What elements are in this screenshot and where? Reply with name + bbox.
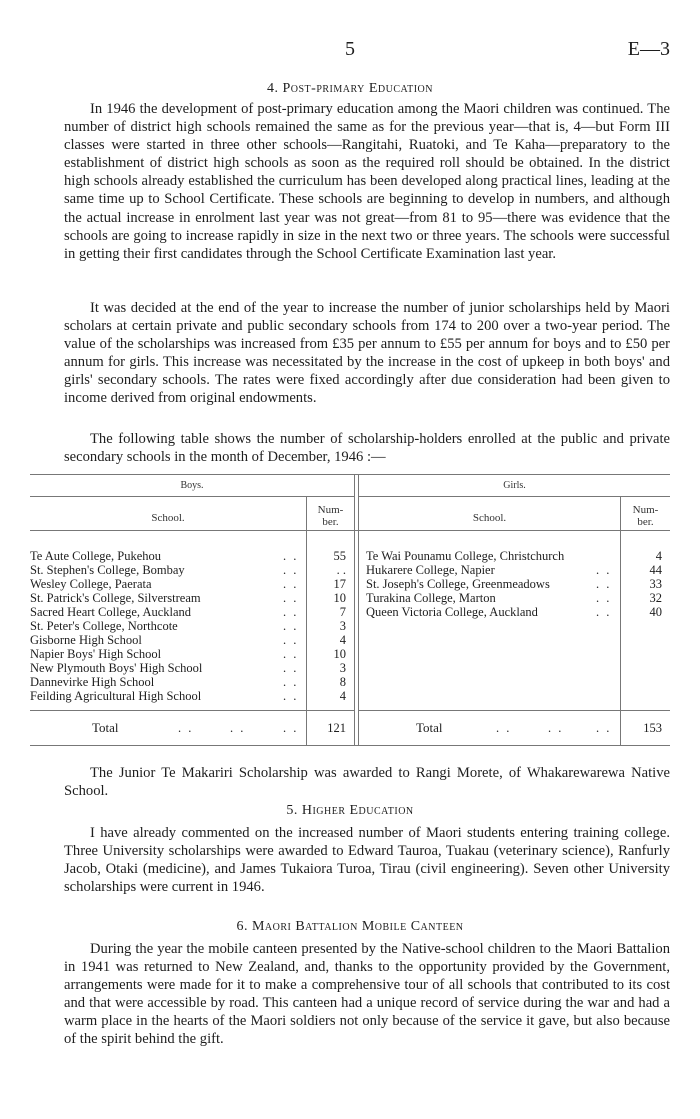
section-5-heading: 5. Higher Education xyxy=(286,803,414,818)
girls-number-column-rule xyxy=(620,496,621,746)
scholarship-table xyxy=(30,474,670,746)
leader-dots: . . xyxy=(596,721,612,735)
page-number: 5 xyxy=(345,38,355,60)
paragraph-text: In 1946 the development of post-primary education among the Maori children was continued. The number of district high schools remained the same as for the previous year—that is, 4—but Form III classes were started in three other schools—Rangitahi, Ruatoki, and Te Kaha—preparatory to the establishment of district high schools as soon as the required roll should be obtained. In the district high schools already established the curriculum has been developed along practical lines, leading at the same time up to School Certificate. These schools are beginning to develop in numbers, and although the actual increase in enrolment last year was not great—from 81 to 95—there was evidence that the schools are going to increase rapidly in size in the next two or three years. The schools were successful in getting their first candidates through the School Certificate Examination last year. xyxy=(64,101,670,262)
leader-dots: . . xyxy=(283,689,299,703)
number-header-line-2: ber. xyxy=(322,516,339,528)
table-row-number: 17 xyxy=(333,577,346,591)
paragraph-text: During the year the mobile canteen presented by the Native-school children to the Maori Battalion in 1941 was returned to New Zealand, and, thanks to the opportunity provided by the Government, arrangements were made for it to make a comprehensive tour of all schools that contributed to its cost and that were accessible by road. This canteen had a unique record of service during the war and had a warm place in the hearts of the Maori soldiers not only because of the service it gave, but also because of the spirit behind the gift. xyxy=(64,941,670,1048)
leader-dots: . . xyxy=(230,721,246,735)
section-4-paragraph-2 xyxy=(64,299,670,408)
table-row-school: Queen Victoria College, Auckland xyxy=(366,605,538,619)
leader-dots: . . xyxy=(283,563,299,577)
leader-dots: . . xyxy=(283,619,299,633)
table-row-school: St. Joseph's College, Greenmeadows xyxy=(366,577,550,591)
table-row-school: Te Wai Pounamu College, Christchurch xyxy=(366,549,565,563)
header-bottom-rule xyxy=(30,530,670,531)
boys-school-header: School. xyxy=(151,512,185,524)
table-row-number: . . xyxy=(336,563,346,577)
section-6-paragraph-1 xyxy=(64,940,670,1049)
girls-caption-rule xyxy=(359,496,670,497)
table-row-number: 7 xyxy=(339,605,346,619)
page-reference: E—3 xyxy=(627,38,670,60)
leader-dots: . . xyxy=(596,563,612,577)
table-row-number: 8 xyxy=(339,675,346,689)
leader-dots: . . xyxy=(283,633,299,647)
leader-dots: . . xyxy=(596,605,612,619)
girls-total-value: 153 xyxy=(643,721,662,735)
table-row-school: Gisborne High School xyxy=(30,633,142,647)
girls-school-header: School. xyxy=(472,512,507,524)
leader-dots: . . xyxy=(496,721,512,735)
leader-dots: . . xyxy=(283,647,299,661)
table-row-school: Dannevirke High School xyxy=(30,675,155,689)
section-5-paragraph-1 xyxy=(64,824,670,896)
table-bottom-rule xyxy=(30,745,670,746)
girls-total-rule xyxy=(359,710,670,711)
section-4-heading: 4. Post-primary Education xyxy=(266,81,433,96)
table-row-school: St. Stephen's College, Bombay xyxy=(30,563,185,577)
table-row-school: Wesley College, Paerata xyxy=(30,577,152,591)
number-header-line-1: Num- xyxy=(632,504,659,516)
boys-number-column-rule xyxy=(306,496,307,746)
scholarship-award-paragraph xyxy=(64,764,670,800)
table-row-number: 32 xyxy=(649,591,662,605)
leader-dots: . . xyxy=(283,591,299,605)
table-row-number: 44 xyxy=(649,563,662,577)
leader-dots: . . xyxy=(283,549,299,563)
table-row-school: Turakina College, Marton xyxy=(366,591,496,605)
section-4-paragraph-3 xyxy=(64,430,670,466)
girls-caption: Girls. xyxy=(503,480,526,491)
paragraph-text: It was decided at the end of the year to increase the number of junior scholarships held by Maori scholars at certain private and public secondary schools from 174 to 200 over a two-year period. The value of the scholarships was increased from £35 per annum to £55 per annum for boys and to £50 per annum for girls. This increase was necessitated by the increase in the cost of upkeep in both boys' and girls' secondary schools. The rates were fixed accordingly after due consideration had been given to income derived from original endowments. xyxy=(64,300,670,407)
table-row-number: 40 xyxy=(649,605,662,619)
table-row-number: 10 xyxy=(333,647,346,661)
table-row-number: 10 xyxy=(333,591,346,605)
girls-total-label: Total xyxy=(416,720,443,735)
table-row-school: Hukarere College, Napier xyxy=(366,563,495,577)
table-row-number: 4 xyxy=(655,549,662,563)
table-row-number: 55 xyxy=(333,549,346,563)
table-top-rule xyxy=(30,474,670,475)
girls-number-header xyxy=(621,504,670,528)
leader-dots: . . xyxy=(596,577,612,591)
center-divider-left xyxy=(354,474,355,746)
leader-dots: . . xyxy=(283,721,299,735)
leader-dots: . . xyxy=(548,721,564,735)
table-row-school: Feilding Agricultural High School xyxy=(30,689,202,703)
boys-number-header xyxy=(307,504,354,528)
boys-caption: Boys. xyxy=(180,480,204,491)
table-row-number: 4 xyxy=(339,689,346,703)
leader-dots: . . xyxy=(283,577,299,591)
table-row-number: 33 xyxy=(649,577,662,591)
table-row-number: 4 xyxy=(339,633,346,647)
section-4-paragraph-1 xyxy=(64,100,670,263)
paragraph-text: The following table shows the number of scholarship-holders enrolled at the public and private secondary schools in the month of December, 1946 :— xyxy=(64,431,670,466)
number-header-line-1: Num- xyxy=(317,504,344,516)
table-row-school: Napier Boys' High School xyxy=(30,647,162,661)
table-row-school: St. Patrick's College, Silverstream xyxy=(30,591,201,605)
boys-total-label: Total xyxy=(92,720,119,735)
paragraph-text: The Junior Te Makariri Scholarship was awarded to Rangi Morete, of Whakarewarewa Native School. xyxy=(64,765,670,800)
leader-dots: . . xyxy=(283,675,299,689)
leader-dots: . . xyxy=(178,721,194,735)
leader-dots: . . xyxy=(596,591,612,605)
boys-total-value: 121 xyxy=(327,721,346,735)
table-row-number: 3 xyxy=(339,661,346,675)
leader-dots: . . xyxy=(283,661,299,675)
table-row-school: Te Aute College, Pukehou xyxy=(30,549,162,563)
section-6-heading: 6. Maori Battalion Mobile Canteen xyxy=(236,919,464,934)
table-row-school: St. Peter's College, Northcote xyxy=(30,619,178,633)
table-row-number: 3 xyxy=(339,619,346,633)
leader-dots: . . xyxy=(283,605,299,619)
number-header-line-2: ber. xyxy=(637,516,654,528)
table-row-school: Sacred Heart College, Auckland xyxy=(30,605,192,619)
table-row-school: New Plymouth Boys' High School xyxy=(30,661,203,675)
paragraph-text: I have already commented on the increased number of Maori students entering training college. Three University scholarships were awarded to Edward Tauroa, Tuakau (veterinary science), Ranfurly Jacob, Otaki (medicine), and James Tukaiora Turoa, Tirau (civil engineering). Seven other University scholarships were current in 1946. xyxy=(64,825,670,896)
